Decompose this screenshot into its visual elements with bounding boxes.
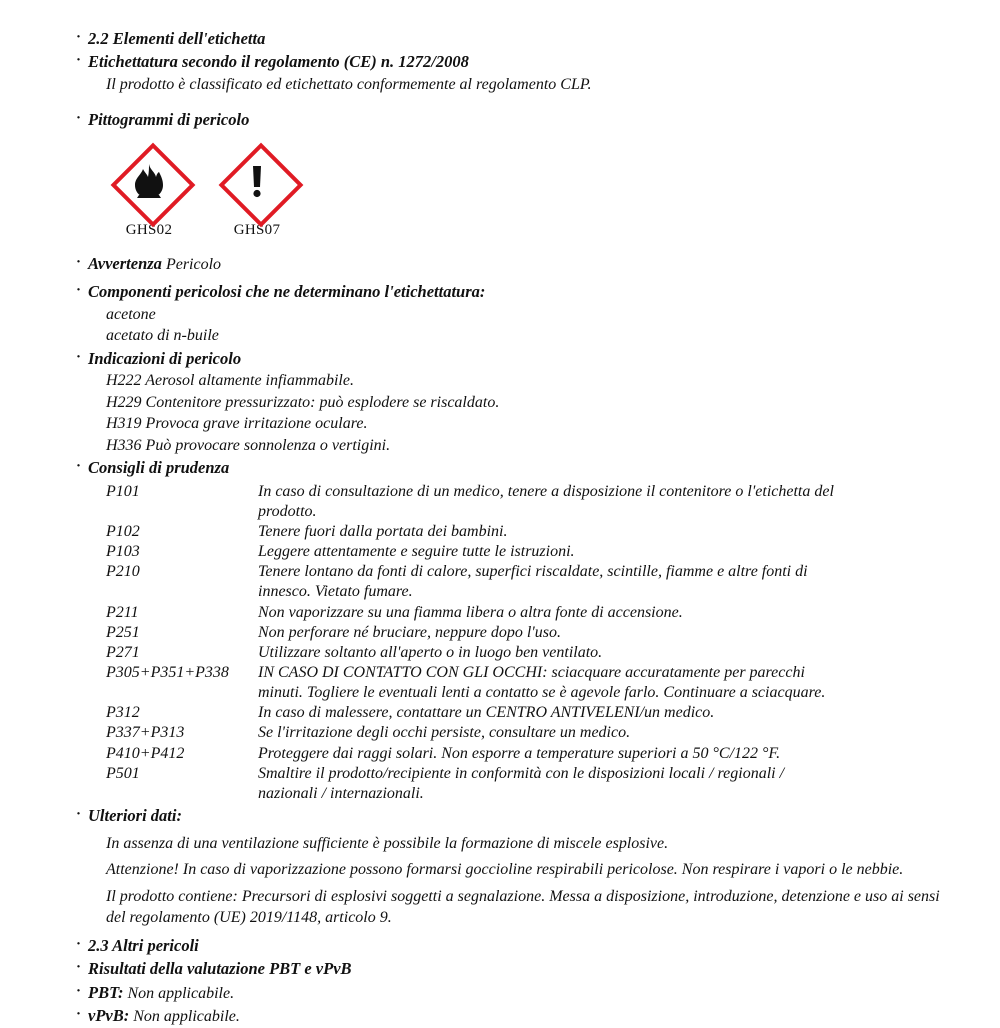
p-text: IN CASO DI CONTATTO CON GLI OCCHI: sciacquare accuratamente per parecchi bbox=[258, 663, 805, 681]
hazard-statement bbox=[88, 436, 940, 456]
pbt-heading-text: Risultati della valutazione PBT e vPvB bbox=[88, 959, 352, 979]
componenti-heading bbox=[76, 281, 940, 303]
ulteriori-paragraph: Attenzione! In caso di vaporizzazione possono formarsi goccioline respirabili pericolose. Non respirare i vapori o le nebbie. bbox=[106, 861, 904, 879]
consigli-heading-text: Consigli di prudenza bbox=[88, 458, 230, 478]
p-text: Se l'irritazione degli occhi persiste, consultare un medico. bbox=[258, 724, 631, 742]
p-code: P337+P313 bbox=[106, 724, 185, 742]
p-code: P312 bbox=[106, 704, 140, 722]
p-code: P410+P412 bbox=[106, 744, 185, 762]
table-row bbox=[106, 542, 940, 562]
clp-note bbox=[88, 75, 940, 95]
pbt-label: PBT: bbox=[88, 982, 124, 1002]
p-text: In caso di malessere, contattare un CENTRO ANTIVELENI/un medico. bbox=[258, 704, 715, 722]
indicazioni-heading bbox=[76, 348, 940, 370]
ulteriori-heading bbox=[76, 805, 940, 827]
hazard-statement-text: H319 Provoca grave irritazione oculare. bbox=[106, 415, 368, 433]
bullet-marker: · bbox=[76, 935, 82, 952]
p-text: Leggere attentamente e seguire tutte le istruzioni. bbox=[258, 543, 575, 561]
ulteriori-paragraph: Il prodotto contiene: Precursori di esplosivi soggetti a segnalazione. Messa a disposizione, introduzione, detenzione e uso ai sensi del regolamento (UE) 2019/1148, articolo 9. bbox=[106, 888, 940, 926]
subheading-clp-text: Etichettatura secondo il regolamento (CE) n. 1272/2008 bbox=[88, 52, 469, 72]
precautionary-table bbox=[88, 482, 940, 805]
hazard-statement bbox=[88, 393, 940, 413]
exclamation-pictogram bbox=[214, 144, 300, 239]
consigli-heading bbox=[76, 457, 940, 479]
bullet-marker: · bbox=[76, 348, 82, 365]
p-code: P210 bbox=[106, 563, 140, 581]
avvertenza-value: Pericolo bbox=[165, 255, 222, 273]
flame-pictogram bbox=[106, 144, 192, 239]
clp-note-text: Il prodotto è classificato ed etichettato conformemente al regolamento CLP. bbox=[106, 75, 592, 93]
vpvb-value: Non applicabile. bbox=[133, 1008, 240, 1026]
table-row bbox=[106, 482, 940, 522]
flame-pictogram-label: GHS02 bbox=[125, 221, 173, 238]
vpvb-row bbox=[76, 1005, 940, 1027]
table-row bbox=[106, 623, 940, 643]
exclamation-icon bbox=[220, 144, 294, 218]
heading-2-3-text: 2.3 Altri pericoli bbox=[88, 935, 199, 955]
p-text: Non vaporizzare su una fiamma libera o altra fonte di accensione. bbox=[258, 603, 683, 621]
p-text: Tenere lontano da fonti di calore, superfici riscaldate, scintille, fiamme e altre fonti di bbox=[258, 563, 808, 581]
indicazioni-heading-text: Indicazioni di pericolo bbox=[88, 348, 242, 368]
p-code: P103 bbox=[106, 543, 140, 561]
table-row bbox=[106, 764, 940, 804]
bullet-marker: · bbox=[76, 52, 82, 69]
pictogram-group bbox=[88, 144, 940, 239]
p-text-continued: minuti. Togliere le eventuali lenti a contatto se è agevole farlo. Continuare a sciacquare. bbox=[258, 684, 826, 702]
componenti-item-text: acetone bbox=[106, 305, 156, 323]
hazard-statement bbox=[88, 371, 940, 391]
ulteriori-heading-text: Ulteriori dati: bbox=[88, 806, 182, 826]
bullet-marker: · bbox=[76, 806, 82, 823]
pbt-heading bbox=[76, 958, 940, 980]
table-row bbox=[106, 603, 940, 623]
p-code: P102 bbox=[106, 522, 140, 540]
bullet-marker: · bbox=[76, 1006, 82, 1023]
pbt-row bbox=[76, 982, 940, 1004]
hazard-statement-text: H336 Può provocare sonnolenza o vertigini. bbox=[106, 436, 391, 454]
exclamation-pictogram-label: GHS07 bbox=[233, 221, 281, 238]
p-text: Proteggere dai raggi solari. Non esporre a temperature superiori a 50 °C/122 °F. bbox=[258, 744, 781, 762]
bullet-marker: · bbox=[76, 282, 82, 299]
bullet-marker: · bbox=[76, 110, 82, 127]
pittogrammi-heading-text: Pittogrammi di pericolo bbox=[88, 110, 250, 130]
avvertenza-label: Avvertenza bbox=[88, 253, 162, 273]
p-text: Non perforare né bruciare, neppure dopo l'uso. bbox=[258, 623, 561, 641]
heading-2-3 bbox=[76, 935, 940, 957]
subheading-clp bbox=[76, 51, 940, 73]
hazard-statement bbox=[88, 414, 940, 434]
p-code: P251 bbox=[106, 623, 140, 641]
flame-pictogram-frame bbox=[112, 144, 186, 218]
bullet-marker: · bbox=[76, 253, 82, 270]
componenti-heading-text: Componenti pericolosi che ne determinano l'etichettatura: bbox=[88, 282, 486, 302]
hazard-statement-text: H222 Aerosol altamente infiammabile. bbox=[106, 372, 354, 390]
table-row bbox=[106, 522, 940, 542]
bullet-marker: · bbox=[76, 982, 82, 999]
heading-2-2-text: 2.2 Elementi dell'etichetta bbox=[88, 29, 266, 48]
table-row bbox=[106, 744, 940, 764]
table-row bbox=[106, 643, 940, 663]
p-text-continued: nazionali / internazionali. bbox=[258, 784, 424, 802]
table-row bbox=[106, 703, 940, 723]
heading-2-2 bbox=[76, 28, 940, 50]
p-code: P501 bbox=[106, 764, 140, 782]
flame-icon bbox=[112, 144, 186, 218]
bullet-marker: · bbox=[76, 458, 82, 475]
p-code: P305+P351+P338 bbox=[106, 663, 229, 681]
p-text: In caso di consultazione di un medico, tenere a disposizione il contenitore o l'etichetta del bbox=[258, 482, 834, 500]
componenti-item bbox=[88, 305, 940, 325]
table-row bbox=[106, 723, 940, 743]
table-row bbox=[106, 663, 940, 703]
p-text: Smaltire il prodotto/recipiente in conformità con le disposizioni locali / regionali / bbox=[258, 764, 785, 782]
p-text-continued: innesco. Vietato fumare. bbox=[258, 583, 413, 601]
hazard-statement-text: H229 Contenitore pressurizzato: può esplodere se riscaldato. bbox=[106, 393, 500, 411]
p-text-continued: prodotto. bbox=[258, 502, 317, 520]
pittogrammi-heading bbox=[76, 109, 940, 131]
componenti-item-text: acetato di n-buile bbox=[106, 327, 219, 345]
bullet-marker: · bbox=[76, 29, 82, 45]
vpvb-label: vPvB: bbox=[88, 1006, 130, 1026]
table-row bbox=[106, 562, 940, 602]
p-code: P101 bbox=[106, 482, 140, 500]
ulteriori-paragraph: In assenza di una ventilazione sufficiente è possibile la formazione di miscele esplosive. bbox=[106, 834, 669, 852]
pbt-value: Non applicabile. bbox=[127, 984, 235, 1002]
p-text: Tenere fuori dalla portata dei bambini. bbox=[258, 522, 508, 540]
p-text: Utilizzare soltanto all'aperto o in luogo ben ventilato. bbox=[258, 643, 603, 661]
avvertenza-row bbox=[76, 253, 940, 275]
componenti-item bbox=[88, 326, 940, 346]
p-code: P271 bbox=[106, 643, 140, 661]
p-code: P211 bbox=[106, 603, 139, 621]
exclamation-pictogram-frame bbox=[220, 144, 294, 218]
bullet-marker: · bbox=[76, 959, 82, 976]
